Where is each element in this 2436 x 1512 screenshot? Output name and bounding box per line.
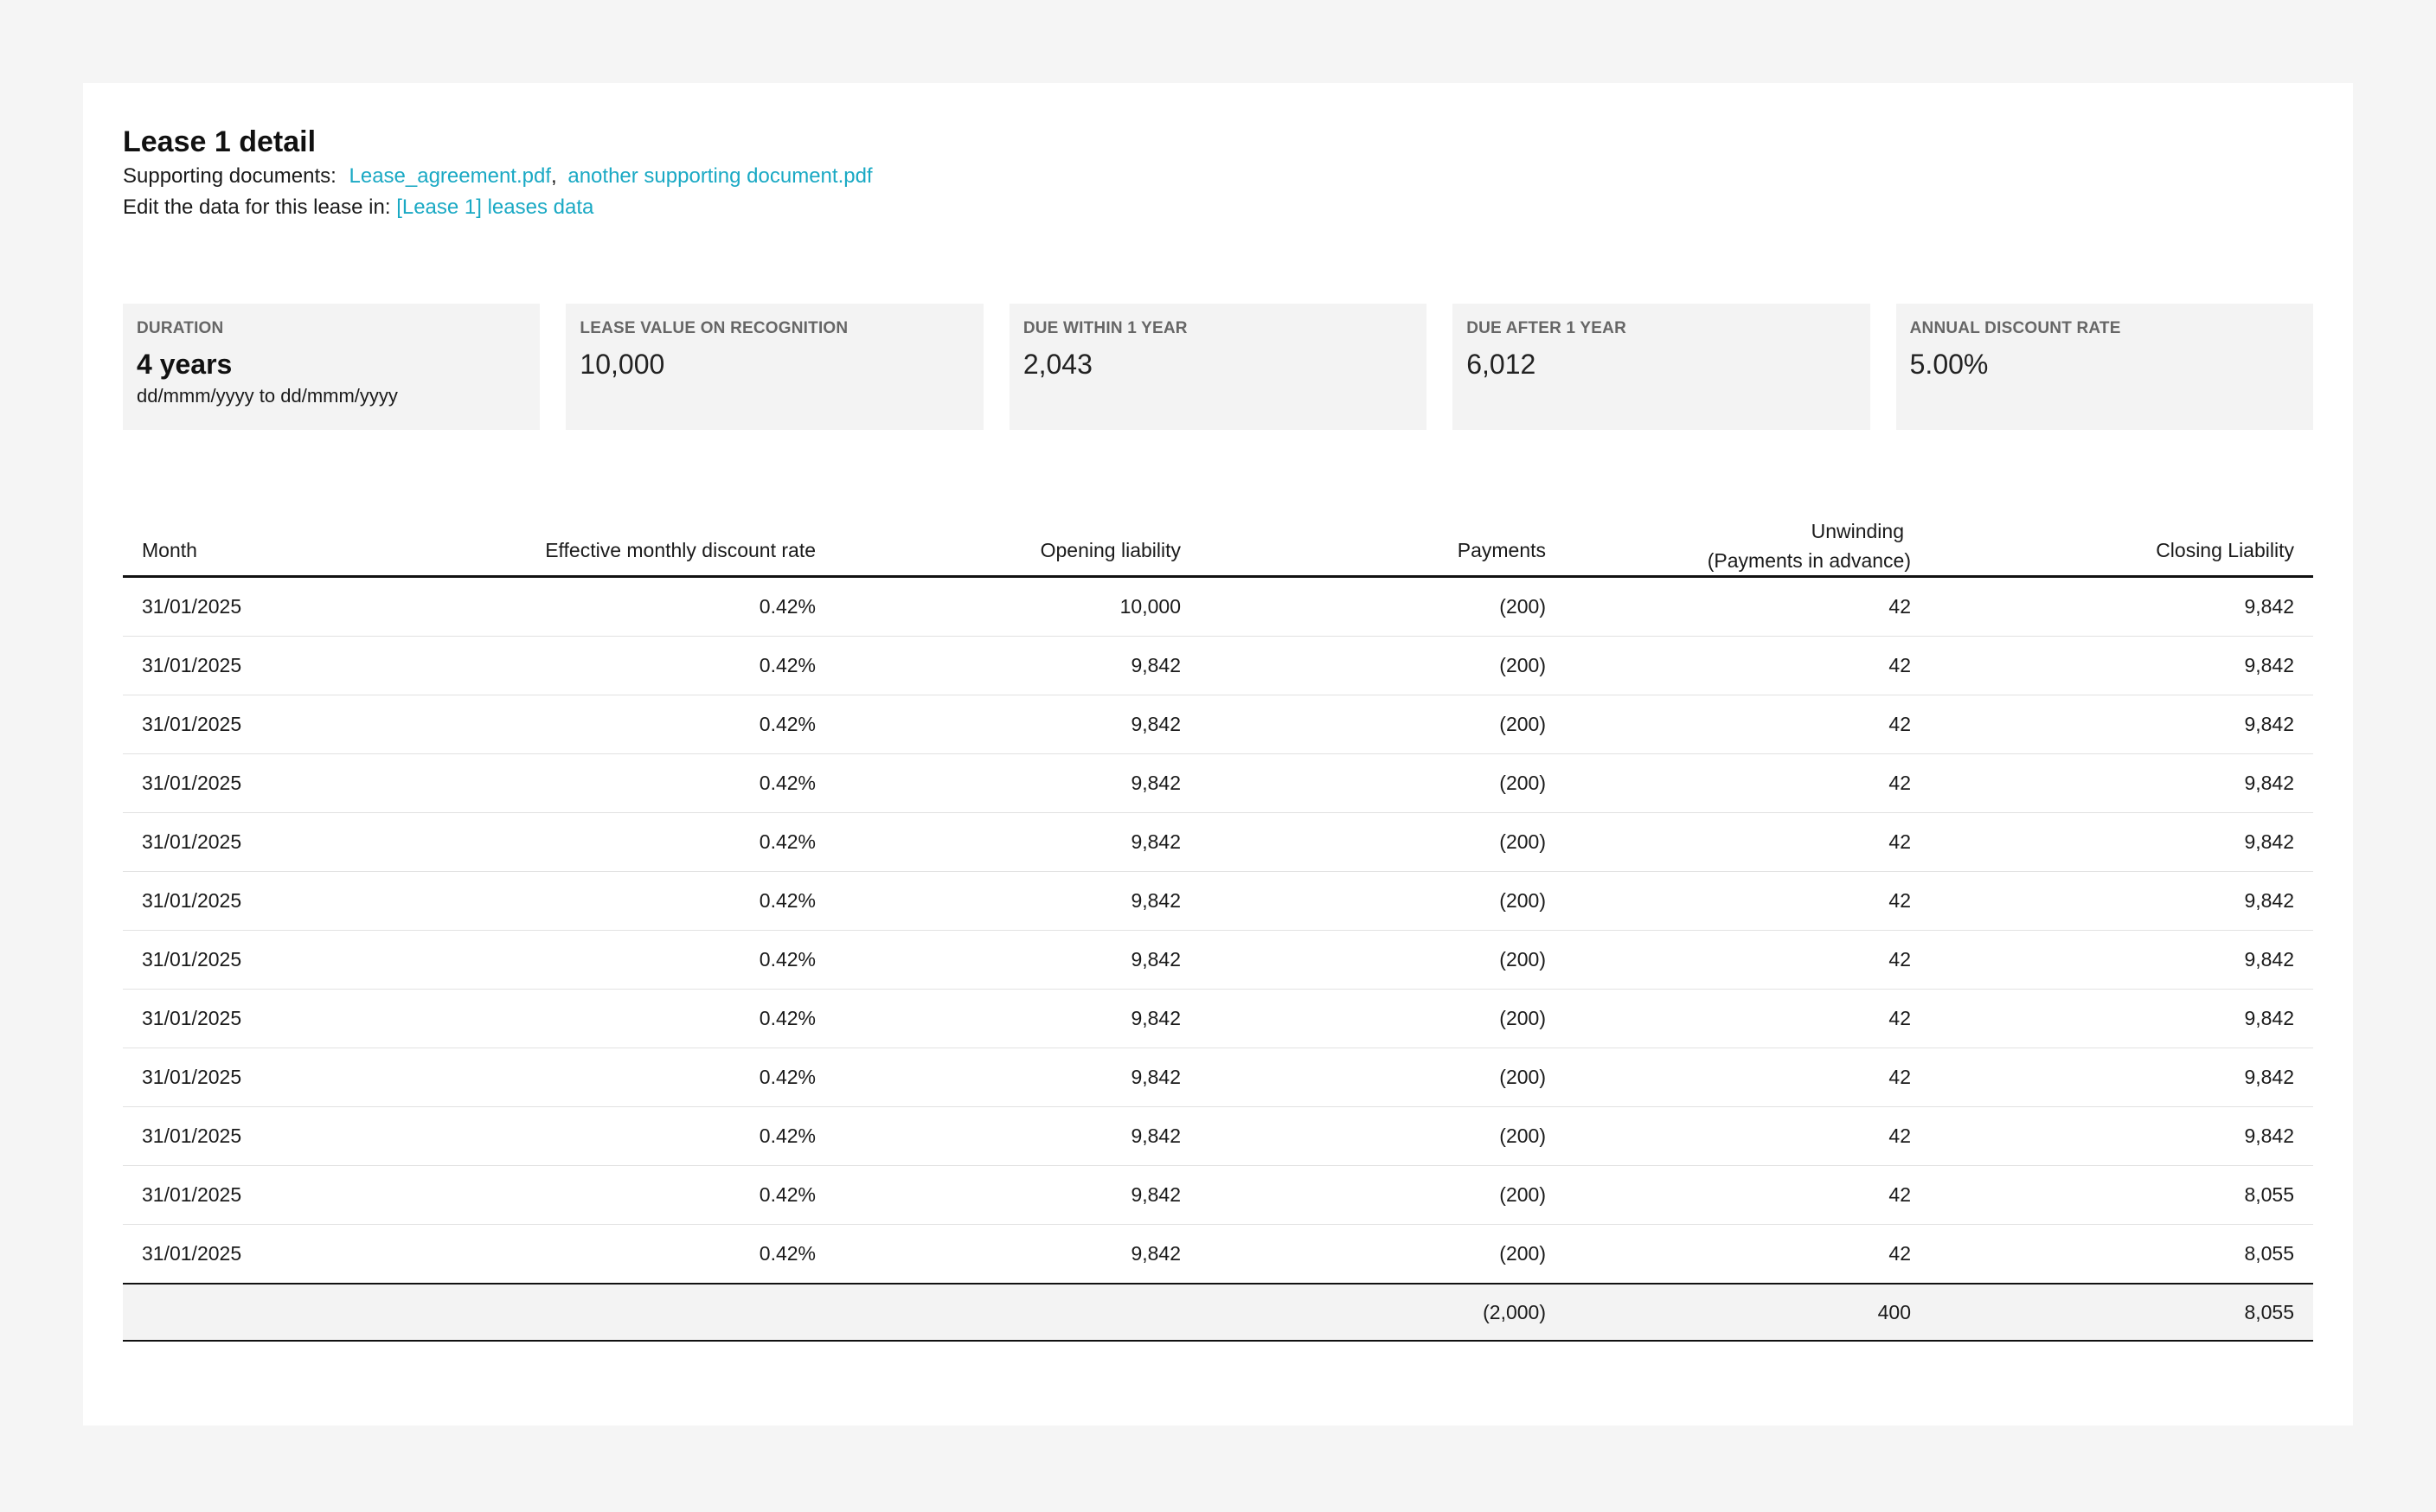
stat-due-within-1-year [1010,304,1426,430]
stat-lease-value [566,304,983,430]
edit-data-line [123,192,2313,223]
cell-opening-liability: 9,842 [835,754,1200,813]
stat-due-after-1-year [1452,304,1869,430]
cell-discount-rate: 0.42% [434,754,835,813]
unwinding-header-line2: (Payments in advance) [1707,549,1911,572]
cell-opening-liability: 9,842 [835,1225,1200,1285]
column-header-closing-liability: Closing Liability [1930,498,2313,577]
table-row [123,1225,2313,1285]
cell-month: 31/01/2025 [123,1225,434,1285]
cell-payments: (200) [1200,931,1565,990]
cell-discount-rate: 0.42% [434,1048,835,1107]
edit-data-label: Edit the data for this lease in: [123,195,391,219]
cell-unwinding: 42 [1565,990,1930,1048]
lease-detail-card [83,83,2353,1426]
cell-month: 31/01/2025 [123,872,434,931]
cell-unwinding: 42 [1565,813,1930,872]
cell-unwinding: 42 [1565,1048,1930,1107]
cell-unwinding: 42 [1565,1166,1930,1225]
cell-unwinding: 42 [1565,931,1930,990]
document-separator: , [551,164,557,188]
cell-payments: (200) [1200,1048,1565,1107]
cell-discount-rate: 0.42% [434,577,835,637]
cell-month: 31/01/2025 [123,695,434,754]
cell-closing-liability: 8,055 [1930,1225,2313,1285]
table-row [123,931,2313,990]
cell-unwinding: 42 [1565,1225,1930,1285]
cell-payments: (200) [1200,990,1565,1048]
supporting-documents-line [123,161,2313,192]
stat-label: ANNUAL DISCOUNT RATE [1909,319,2121,337]
column-header-payments: Payments [1200,498,1565,577]
cell-payments: (200) [1200,1166,1565,1225]
totals-row [123,1284,2313,1341]
stat-duration [123,304,540,430]
cell-discount-rate: 0.42% [434,695,835,754]
cell-month: 31/01/2025 [123,1107,434,1166]
cell-closing-liability: 9,842 [1930,637,2313,695]
cell-month: 31/01/2025 [123,754,434,813]
cell-opening-liability: 9,842 [835,872,1200,931]
cell-discount-rate: 0.42% [434,637,835,695]
cell-discount-rate: 0.42% [434,872,835,931]
stat-date-range: dd/mmm/yyyy to dd/mmm/yyyy [137,385,398,407]
cell-unwinding: 42 [1565,577,1930,637]
cell-discount-rate: 0.42% [434,931,835,990]
cell-payments: (200) [1200,872,1565,931]
stat-label: LEASE VALUE ON RECOGNITION [580,319,849,337]
table-row [123,1166,2313,1225]
cell-closing-liability: 9,842 [1930,1048,2313,1107]
document-link-lease-agreement[interactable]: Lease_agreement.pdf [349,164,552,188]
cell-month: 31/01/2025 [123,577,434,637]
document-link-another-supporting[interactable]: another supporting document.pdf [567,164,873,188]
cell-unwinding: 42 [1565,872,1930,931]
cell-closing-liability: 9,842 [1930,577,2313,637]
totals-cell-empty [835,1284,1200,1341]
column-header-opening-liability: Opening liability [835,498,1200,577]
cell-discount-rate: 0.42% [434,1166,835,1225]
column-header-month: Month [123,498,434,577]
stat-label: DUE WITHIN 1 YEAR [1022,319,1188,337]
table-row [123,813,2313,872]
column-header-discount-rate: Effective monthly discount rate [434,498,835,577]
stat-value: 4 years [137,349,233,380]
totals-cell-empty [123,1284,434,1341]
total-payments: (2,000) [1200,1284,1565,1341]
cell-discount-rate: 0.42% [434,813,835,872]
stat-value: 5.00% [1909,349,1989,380]
cell-payments: (200) [1200,637,1565,695]
cell-discount-rate: 0.42% [434,1225,835,1285]
cell-closing-liability: 9,842 [1930,1107,2313,1166]
cell-month: 31/01/2025 [123,931,434,990]
cell-opening-liability: 9,842 [835,637,1200,695]
stat-label: DURATION [137,319,224,337]
cell-opening-liability: 9,842 [835,1166,1200,1225]
lease-schedule-table [123,498,2313,1342]
stat-value: 6,012 [1466,349,1536,380]
cell-discount-rate: 0.42% [434,990,835,1048]
cell-payments: (200) [1200,1107,1565,1166]
cell-discount-rate: 0.42% [434,1107,835,1166]
unwinding-header-line1: Unwinding [1811,520,1904,542]
cell-unwinding: 42 [1565,1107,1930,1166]
total-closing-liability: 8,055 [1930,1284,2313,1341]
cell-closing-liability: 9,842 [1930,931,2313,990]
cell-payments: (200) [1200,754,1565,813]
table-row [123,872,2313,931]
column-header-unwinding [1565,498,1930,577]
totals-cell-empty [434,1284,835,1341]
cell-month: 31/01/2025 [123,637,434,695]
cell-month: 31/01/2025 [123,1166,434,1225]
cell-opening-liability: 9,842 [835,813,1200,872]
table-row [123,1048,2313,1107]
table-row [123,754,2313,813]
total-unwinding: 400 [1565,1284,1930,1341]
cell-payments: (200) [1200,577,1565,637]
stat-annual-discount-rate [1896,304,2313,430]
leases-data-link[interactable]: [Lease 1] leases data [396,195,594,219]
cell-unwinding: 42 [1565,637,1930,695]
cell-opening-liability: 9,842 [835,1107,1200,1166]
cell-unwinding: 42 [1565,695,1930,754]
table-row [123,990,2313,1048]
cell-opening-liability: 9,842 [835,695,1200,754]
table-header-row [123,498,2313,577]
cell-payments: (200) [1200,1225,1565,1285]
table-row [123,695,2313,754]
cell-closing-liability: 9,842 [1930,695,2313,754]
table-row [123,1107,2313,1166]
cell-closing-liability: 9,842 [1930,754,2313,813]
cell-closing-liability: 9,842 [1930,872,2313,931]
cell-month: 31/01/2025 [123,990,434,1048]
cell-payments: (200) [1200,813,1565,872]
cell-month: 31/01/2025 [123,813,434,872]
cell-opening-liability: 9,842 [835,990,1200,1048]
stat-value: 10,000 [580,349,665,380]
table-row [123,577,2313,637]
stat-value: 2,043 [1022,349,1093,380]
supporting-documents-label: Supporting documents: [123,164,337,188]
cell-opening-liability: 9,842 [835,931,1200,990]
cell-payments: (200) [1200,695,1565,754]
table-body [123,577,2313,1285]
cell-closing-liability: 9,842 [1930,990,2313,1048]
cell-opening-liability: 10,000 [835,577,1200,637]
cell-month: 31/01/2025 [123,1048,434,1107]
summary-stats [123,304,2313,430]
stat-label: DUE AFTER 1 YEAR [1466,319,1627,337]
cell-unwinding: 42 [1565,754,1930,813]
table-row [123,637,2313,695]
page-title: Lease 1 detail [123,125,317,158]
cell-opening-liability: 9,842 [835,1048,1200,1107]
cell-closing-liability: 8,055 [1930,1166,2313,1225]
cell-closing-liability: 9,842 [1930,813,2313,872]
